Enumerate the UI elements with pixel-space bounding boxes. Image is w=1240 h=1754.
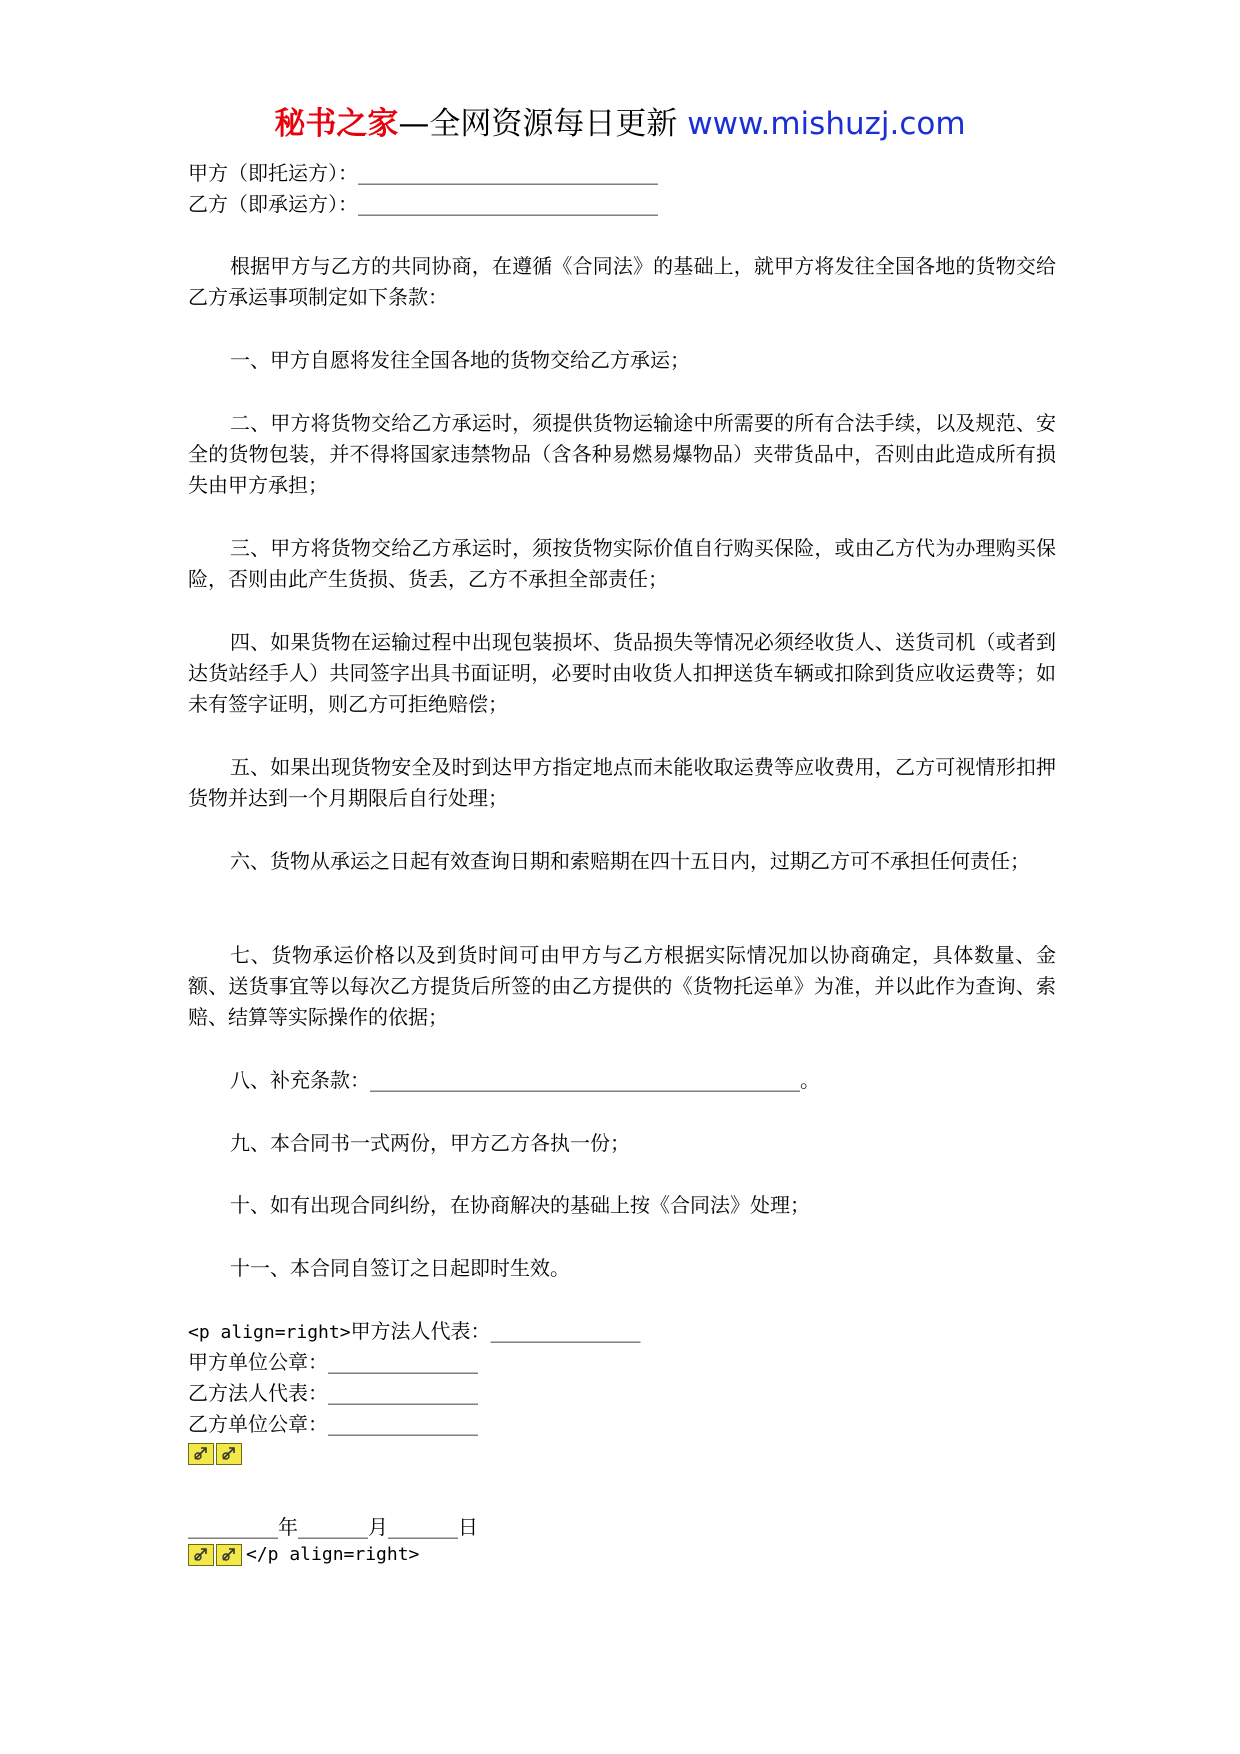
broken-image-icon bbox=[216, 1544, 242, 1566]
party-b-representative: 乙方法人代表：_______________ bbox=[188, 1381, 478, 1405]
broken-image-icon bbox=[188, 1443, 214, 1465]
clause-paragraph: 二、甲方将货物交给乙方承运时，须提供货物运输途中所需要的所有合法手续，以及规范、安全的货物包装，并不得将国家违禁物品（含各种易燃易爆物品）夹带货品中，否则由此造成所有损失由甲方承担； bbox=[188, 411, 1056, 497]
banner-slogan: —全网资源每日更新 bbox=[398, 106, 688, 142]
clause-11 bbox=[188, 1253, 1056, 1284]
clause-paragraph: 五、如果出现货物安全及时到达甲方指定地点而未能收取运费等应收费用，乙方可视情形扣押货物并达到一个月期限后自行处理； bbox=[188, 755, 1056, 810]
clause-1 bbox=[188, 345, 1056, 376]
clause-paragraph: 一、甲方自愿将发往全国各地的货物交给乙方承运； bbox=[230, 348, 690, 372]
clause-paragraph: 八、补充条款：___________________________________________。 bbox=[230, 1068, 820, 1092]
clause-paragraph: 六、货物从承运之日起有效查询日期和索赔期在四十五日内，过期乙方可不承担任何责任； bbox=[230, 849, 1030, 873]
image-placeholder-group bbox=[188, 1443, 242, 1465]
party-a-rep-label: 甲方法人代表：_______________ bbox=[350, 1319, 641, 1343]
html-tag-close: </p align=right> bbox=[246, 1544, 420, 1565]
signing-date: _________年_______月_______日 bbox=[188, 1515, 478, 1539]
party-b-seal: 乙方单位公章：_______________ bbox=[188, 1412, 478, 1436]
brand-name: 秘书之家 bbox=[274, 106, 399, 142]
clause-5 bbox=[188, 752, 1056, 814]
clause-10 bbox=[188, 1190, 1056, 1221]
intro-paragraph: 根据甲方与乙方的共同协商，在遵循《合同法》的基础上，就甲方将发往全国各地的货物交给乙方承运事项制定如下条款： bbox=[188, 254, 1056, 309]
party-b-line: 乙方（即承运方）：______________________________ bbox=[188, 192, 658, 216]
clause-paragraph: 三、甲方将货物交给乙方承运时，须按货物实际价值自行购买保险，或由乙方代为办理购买保险，否则由此产生货损、货丢，乙方不承担全部责任； bbox=[188, 536, 1056, 591]
broken-image-icon bbox=[216, 1443, 242, 1465]
party-a-representative bbox=[188, 1316, 641, 1348]
clause-8 bbox=[188, 1065, 1056, 1096]
contract-intro bbox=[188, 251, 1056, 313]
clause-6 bbox=[188, 846, 1056, 877]
clause-7 bbox=[188, 940, 1056, 1033]
image-placeholder-group-2 bbox=[188, 1544, 419, 1566]
html-tag-open: <p align=right> bbox=[188, 1322, 351, 1343]
clause-paragraph: 四、如果货物在运输过程中出现包装损坏、货品损失等情况必须经收货人、送货司机（或者到达货站经手人）共同签字出具书面证明，必要时由收货人扣押送货车辆或扣除到货应收运费等；如未有签字证明，则乙方可拒绝赔偿； bbox=[188, 630, 1056, 716]
clause-3 bbox=[188, 533, 1056, 595]
clause-9 bbox=[188, 1128, 1056, 1159]
clause-4 bbox=[188, 627, 1056, 720]
broken-image-icon bbox=[188, 1544, 214, 1566]
site-url[interactable]: www.mishuzj.com bbox=[687, 106, 966, 142]
clause-paragraph: 七、货物承运价格以及到货时间可由甲方与乙方根据实际情况加以协商确定，具体数量、金额、送货事宜等以每次乙方提货后所签的由乙方提供的《货物托运单》为准，并以此作为查询、索赔、结算等实际操作的依据； bbox=[188, 943, 1056, 1029]
parties-block bbox=[188, 158, 1056, 220]
clause-2 bbox=[188, 408, 1056, 501]
clause-paragraph: 九、本合同书一式两份，甲方乙方各执一份； bbox=[230, 1131, 630, 1155]
party-a-seal: 甲方单位公章：_______________ bbox=[188, 1350, 478, 1374]
party-a-line: 甲方（即托运方）：______________________________ bbox=[188, 161, 658, 185]
clause-paragraph: 十一、本合同自签订之日起即时生效。 bbox=[230, 1256, 570, 1280]
header-banner bbox=[0, 102, 1240, 146]
clause-paragraph: 十、如有出现合同纠纷，在协商解决的基础上按《合同法》处理； bbox=[230, 1193, 810, 1217]
